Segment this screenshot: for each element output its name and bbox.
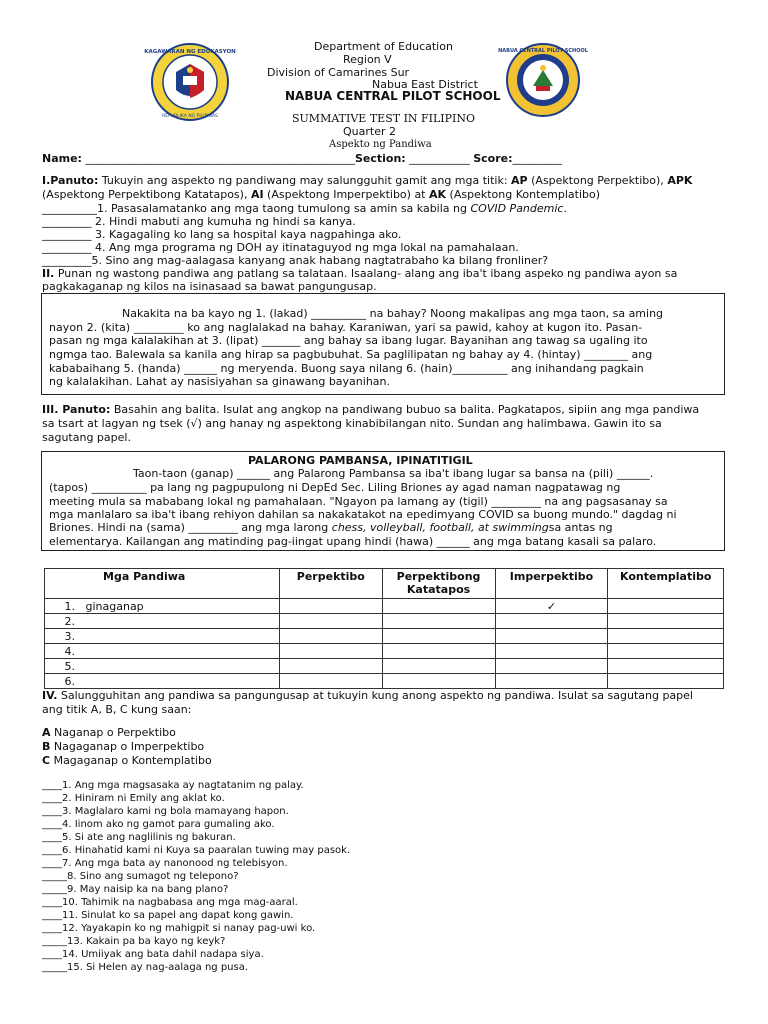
paragraph-line: nayon 2. (kita) _________ ko ang naglalakad na bahay. Karaniwan, yari sa pawid, kahoy at kugon ito. Pasan-: [49, 321, 643, 334]
item-text: __________1. Pasasalamatanko ang mga taong tumulong sa amin sa kabila ng: [42, 202, 471, 215]
row-number: 3.: [64, 629, 75, 643]
legend-letter: B: [42, 740, 51, 753]
paragraph-line: kababaihang 5. (handa) ______ ng meryenda. Buong saya nilang 6. (hain)__________ ang inihandang pagkain: [49, 362, 644, 375]
part4-item: _____13. Kakain pa ba kayo ng keyk?: [42, 936, 226, 947]
row-number: 2.: [64, 614, 75, 628]
news-line: elementarya. Kailangan ang matinding pag-iingat upang hindi (hawa) ______ ang mga batang kasali sa palaro.: [49, 535, 657, 548]
part1-item: _________5. Sino ang mag-aalagasa kanyang anak habang nagtatrabaho ka bilang fronliner?: [42, 254, 549, 267]
answer-cell[interactable]: [382, 644, 495, 659]
answer-cell[interactable]: [608, 629, 724, 644]
department-name: Department of Education: [314, 40, 453, 53]
item-end: .: [563, 202, 567, 215]
school-seal-logo: [498, 42, 588, 118]
legend-text: Nagaganap o Imperpektibo: [50, 740, 205, 753]
part4-item: _____9. May naisip ka na bang plano?: [42, 884, 229, 895]
col-header: Perpektibo: [280, 569, 382, 599]
deped-seal-logo: [144, 42, 236, 122]
table-header-row: [45, 569, 724, 599]
part4-item: ____3. Maglalaro kami ng bola mamayang hapon.: [42, 806, 289, 817]
verb-cell[interactable]: [45, 674, 280, 689]
part3-instruction-line2: sa tsart at lagyan ng tsek (√) ang hanay ng aspektong kinabibilangan nito. Sundan ang halimbawa. Gawin ito sa: [42, 417, 662, 430]
col-header: Perpektibong Katatapos: [382, 569, 495, 599]
answer-cell[interactable]: [382, 614, 495, 629]
part4-item: ____7. Ang mga bata ay nanonood ng telebisyon.: [42, 858, 288, 869]
verb-text: ginaganap: [85, 599, 144, 613]
legend-text: Magaganap o Kontemplatibo: [50, 754, 212, 767]
legend-item: [42, 754, 212, 767]
svg-text:KAGAWARAN NG EDUKASYON: KAGAWARAN NG EDUKASYON: [144, 49, 236, 55]
answer-cell[interactable]: [382, 659, 495, 674]
division-name: Division of Camarines Sur: [267, 66, 410, 79]
answer-cell[interactable]: [608, 674, 724, 689]
part1-item: _________ 2. Hindi mabuti ang kumuha ng hindi sa kanya.: [42, 215, 356, 228]
table-row: [45, 659, 724, 674]
row-number: 6.: [64, 674, 75, 688]
part4-instruction-line1: [42, 689, 693, 702]
score-field[interactable]: _________: [512, 152, 562, 165]
part4-item: ____11. Sinulat ko sa papel ang dapat kong gawin.: [42, 910, 294, 921]
answer-cell[interactable]: [495, 599, 608, 614]
part1-label: I.Panuto:: [42, 174, 99, 187]
answer-cell[interactable]: [280, 629, 382, 644]
part3-instruction-line3: sagutang papel.: [42, 431, 131, 444]
answer-cell[interactable]: [382, 674, 495, 689]
legend-letter: A: [42, 726, 51, 739]
part2-instruction-line1: [42, 267, 677, 280]
answer-cell[interactable]: [280, 599, 382, 614]
paragraph-line: pasan ng mga kalalakihan at 3. (lipat) _______ ang bahay sa ibang lugar. Bayanihan ang tawag sa ugaling ito: [49, 334, 648, 347]
part4-item: ____1. Ang mga magsasaka ay nagtatanim ng palay.: [42, 780, 304, 791]
quarter-label: Quarter 2: [343, 125, 396, 138]
news-line: (tapos) __________ pa lang ng pagpupulong ni DepEd Sec. Liling Briones ay agad naman nagpatawag ng: [49, 481, 621, 494]
news-italic: chess, volleyball, football, at swimming: [331, 521, 549, 534]
table-row: [45, 629, 724, 644]
topic-label: Aspekto ng Pandiwa: [329, 139, 432, 150]
legend-item: [42, 740, 204, 753]
part1-text2a: (Aspektong Perpektibong Katatapos),: [42, 188, 251, 201]
part3-instruction-line1: [42, 403, 699, 416]
code-ak: AK: [429, 188, 447, 201]
score-label: Score:: [473, 152, 513, 165]
verb-cell[interactable]: [45, 629, 280, 644]
answer-cell[interactable]: [608, 614, 724, 629]
region-name: Region V: [343, 53, 392, 66]
row-number: 1.: [64, 599, 75, 613]
table-row: [45, 674, 724, 689]
part4-instruction-line2: ang titik A, B, C kung saan:: [42, 703, 192, 716]
part1-instruction-line2: [42, 188, 600, 201]
checkmark-icon: ✓: [546, 599, 557, 613]
table-row: [45, 599, 724, 614]
verb-cell[interactable]: [45, 644, 280, 659]
part4-item: _____8. Sino ang sumagot ng telepono?: [42, 871, 239, 882]
answer-cell[interactable]: [280, 614, 382, 629]
answer-cell[interactable]: [495, 629, 608, 644]
table-row: [45, 614, 724, 629]
paragraph-line: Nakakita na ba kayo ng 1. (lakad) __________ na bahay? Noong makalipas ang mga taon, sa aming: [122, 307, 664, 320]
row-number: 5.: [64, 659, 75, 673]
section-label: Section:: [354, 152, 406, 165]
answer-cell[interactable]: [382, 629, 495, 644]
answer-cell[interactable]: [495, 614, 608, 629]
col-header: Mga Pandiwa: [45, 569, 280, 599]
part1-instruction-line1: [42, 174, 692, 187]
paragraph-line: ngmga tao. Balewala sa kanila ang hirap sa pagbubuhat. Sa paglilipatan ng bahay ay 4. (hintay) ________ ang: [49, 348, 653, 361]
part4-item: ____14. Umiiyak ang bata dahil nadapa siya.: [42, 949, 264, 960]
legend-text: Naganap o Perpektibo: [50, 726, 176, 739]
answer-cell[interactable]: [608, 659, 724, 674]
news-line-end: sa antas ng: [548, 521, 613, 534]
part1-item: _________ 3. Kagagaling ko lang sa hospital kaya nagpahinga ako.: [42, 228, 402, 241]
part2-text: Punan ng wastong pandiwa ang patlang sa talataan. Isaalang- alang ang iba't ibang aspeko ng pandiwa ayon sa: [54, 267, 678, 280]
part4-item: _____15. Si Helen ay nag-aalaga ng pusa.: [42, 962, 249, 973]
row-number: 4.: [64, 644, 75, 658]
verb-cell[interactable]: [45, 614, 280, 629]
paragraph-line: ng kalalakihan. Lahat ay nasisiyahan sa ginawang bayanihan.: [49, 375, 391, 388]
answer-cell[interactable]: [608, 599, 724, 614]
svg-text:REPUBLIKA NG PILIPINAS: REPUBLIKA NG PILIPINAS: [162, 114, 218, 119]
answer-cell[interactable]: [495, 644, 608, 659]
part1-text2b: (Aspektong Imperpektibo) at: [263, 188, 429, 201]
answer-cell[interactable]: [280, 674, 382, 689]
svg-text:NABUA CENTRAL PILOT SCHOOL: NABUA CENTRAL PILOT SCHOOL: [498, 48, 588, 54]
name-field[interactable]: _________________________________________________: [85, 152, 355, 165]
answer-cell[interactable]: [495, 674, 608, 689]
school-name: NABUA CENTRAL PILOT SCHOOL: [285, 89, 501, 103]
legend-letter: C: [42, 754, 51, 767]
part4-item: ____2. Hiniram ni Emily ang aklat ko.: [42, 793, 225, 804]
news-line: mga manlalaro sa iba't ibang rehiyon dahilan sa nakakatakot na epedimyang COVID sa buong mundo." dagdag ni: [49, 508, 677, 521]
part4-item: ____5. Si ate ang naglilinis ng bakuran.: [42, 832, 236, 843]
answer-cell[interactable]: [382, 599, 495, 614]
part4-item: ____4. Iinom ako ng gamot para gumaling ako.: [42, 819, 275, 830]
aspect-chart-table: [44, 568, 724, 689]
news-line-italic: [49, 521, 613, 534]
news-line: meeting mula sa mababang lokal ng pamahalaan. "Ngayon pa lamang ay (tigil) _________ na ang pagsasanay sa: [49, 495, 668, 508]
answer-cell[interactable]: [280, 644, 382, 659]
part1-item: [42, 202, 567, 215]
verb-cell[interactable]: [45, 659, 280, 674]
news-title: PALARONG PAMBANSA, IPINATITIGIL: [248, 454, 473, 467]
part4-text: Salungguhitan ang pandiwa sa pangungusap at tukuyin kung anong aspekto ng pandiwa. Isulat sa sagutang papel: [57, 689, 693, 702]
legend-item: [42, 726, 176, 739]
part1-item: _________ 4. Ang mga programa ng DOH ay itinataguyod ng mga lokal na pamahalaan.: [42, 241, 519, 254]
district-name: Nabua East District: [372, 78, 478, 91]
part3-text: Basahin ang balita. Isulat ang angkop na pandiwang bubuo sa balita. Pagkatapos, sipiin ang mga pandiwa: [110, 403, 700, 416]
answer-cell[interactable]: [608, 644, 724, 659]
name-label: Name:: [42, 152, 82, 165]
name-section-score-line: [42, 152, 562, 165]
part4-item: ____6. Hinahatid kami ni Kuya sa paaralan tuwing may pasok.: [42, 845, 351, 856]
answer-cell[interactable]: [280, 659, 382, 674]
part4-item: ____10. Tahimik na nagbabasa ang mga mag-aaral.: [42, 897, 298, 908]
item-italic: COVID Pandemic: [470, 202, 564, 215]
part4-item: ____12. Yayakapin ko ng mahigpit si nanay pag-uwi ko.: [42, 923, 316, 934]
answer-cell[interactable]: [495, 659, 608, 674]
code-ap: AP: [511, 174, 528, 187]
part2-label: II.: [42, 267, 55, 280]
section-field[interactable]: ___________: [409, 152, 470, 165]
col-header: Kontemplatibo: [608, 569, 724, 599]
news-line: Taon-taon (ganap) ______ ang Palarong Pambansa sa iba't ibang lugar sa bansa na (pili) ______.: [133, 467, 654, 480]
code-apk: APK: [667, 174, 693, 187]
part1-text: Tukuyin ang aspekto ng pandiwang may salungguhit gamit ang mga titik:: [98, 174, 512, 187]
table-row: [45, 644, 724, 659]
part2-instruction-line2: pagkakaganap ng kilos na isinasaad sa bawat pangungusap.: [42, 280, 377, 293]
test-title: SUMMATIVE TEST IN FILIPINO: [292, 112, 476, 125]
part4-label: IV.: [42, 689, 58, 702]
code-ap-desc: (Aspektong Perpektibo),: [527, 174, 668, 187]
col-header: Imperpektibo: [495, 569, 608, 599]
code-ai: AI: [250, 188, 264, 201]
news-line-start: Briones. Hindi na (sama) _________ ang mga larong: [49, 521, 332, 534]
part3-label: III. Panuto:: [42, 403, 111, 416]
verb-cell[interactable]: [45, 599, 280, 614]
part1-text2c: (Aspektong Kontemplatibo): [446, 188, 601, 201]
